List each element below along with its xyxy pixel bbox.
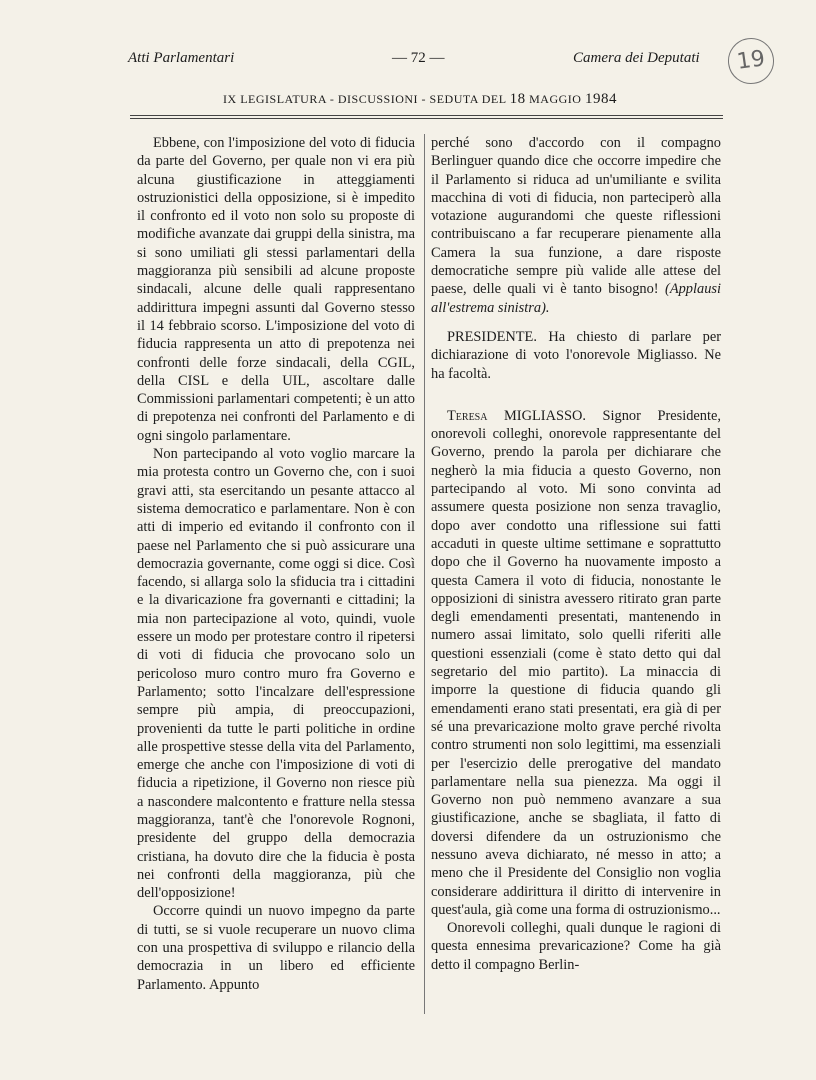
right-column bbox=[431, 134, 721, 974]
speaker-text: Signor Presidente, onorevoli colleghi, onorevole rappresentante del Governo, prendo la parola per dichiarare che negherò la mia fiducia a questo Governo, non partecipando al voto. Mi sono convinta ad assumere questa posizione non senza travaglio, dopo aver condotto una riflessione sui fatti accaduti in queste ultime settimane e soprattutto dopo che il Governo ha nuovamente imposto a questa Camera il voto di fiducia, nonostante le opposizioni di sinistra avessero ritirato gran parte degli emendamenti presentati, mantenendo in numero assai limitato, solo quelli riferiti alle questioni essenziali (come è stato detto qui dal segretario del mio partito). La minaccia di imporre la questione di fiducia quando gli emendamenti erano stati presentati, era già di per sé una prevaricazione molto grave perché rivolta contro strumenti non solo legittimi, ma essenziali per l'esercizio delle prerogative del mandato parlamentare nella sua pienezza. Ma oggi il Governo non può nemmeno avanzare a sua giustificazione, anche se sbagliata, il fatto di doversi difendere da un ostruzionismo che nessuno aveva dichiarato, né messo in atto; a meno che il Presidente del Consiglio non voglia considerare addirittura il diritto di intervenire in quest'aula, già come una forma di ostruzionismo... bbox=[431, 407, 721, 918]
session-day: 18 bbox=[509, 91, 526, 107]
header-rule-bottom bbox=[130, 118, 723, 119]
session-header-prefix: IX LEGISLATURA - DISCUSSIONI - SEDUTA DEL bbox=[223, 92, 510, 106]
president-statement: PRESIDENTE. Ha chiesto di parlare per dichiarazione di voto l'onorevole Migliasso. Ne ha facoltà. bbox=[431, 328, 721, 382]
handwritten-page-stamp: 19 bbox=[725, 35, 777, 87]
speaker-paragraph bbox=[431, 407, 721, 919]
speaker-last-name: MIGLIASSO. bbox=[487, 407, 586, 424]
session-year: 1984 bbox=[584, 91, 617, 107]
left-paragraph-3: Occorre quindi un nuovo impegno da parte di tutti, se si vuole recuperare un nuovo clima con una prospettiva di sviluppo e rilancio della democrazia in un libero ed efficiente Parlamento. Appunto bbox=[137, 903, 415, 993]
speaker-first-name: Teresa bbox=[447, 407, 488, 424]
session-header bbox=[140, 91, 700, 108]
right-paragraph-1 bbox=[431, 134, 721, 317]
header-right: Camera dei Deputati bbox=[573, 50, 700, 66]
page-number: — 72 — bbox=[392, 50, 445, 66]
header-rule-top bbox=[130, 115, 723, 116]
right-paragraph-1-text: perché sono d'accordo con il compagno Berlinguer quando dice che occorre impedire che il Parlamento si riduca ad un'umiliante e svilita macchina di voti di fiducia, non parteciperò alla votazione augurandomi che queste riflessioni contribuiscano a far recuperare pienamente alla Camera la sua funzione, a dare risposte democratiche sempre più valide alle attese del paese, delle quali vi è tanto bisogno! bbox=[431, 135, 721, 298]
applause-note: (Applausi all'estrema sinistra). bbox=[431, 281, 721, 316]
header-left: Atti Parlamentari bbox=[128, 50, 235, 66]
column-divider bbox=[424, 134, 425, 1014]
left-paragraph-2: Non partecipando al voto voglio marcare la mia protesta contro un Governo che, con i suoi gravi atti, sta esercitando un pesante attacco al sistema democratico e parlamentare. Non è con atti di imperio ed evitando il confronto con il paese nel Parlamento che si può assicurare una democrazia governante, come oggi si dice. Così facendo, si allarga solo la sfiducia tra i cittadini e la divaricazione fra governanti e cittadini; la mia non partecipazione al voto, quindi, vuole essere un modo per protestare contro il ripetersi di voti di fiducia che provocano solo un pericoloso muro contro muro fra Governo e Parlamento; sotto l'incalzare dell'espressione sempre più ampia, di preoccupazioni, provenienti da tutte le parti politiche in ordine alle prospettive stesse della vita del Parlamento, emerge che anche con l'imposizione di voti di fiducia a ripetizione, il Governo non riesce più a nascondere malcontento e fratture nella stessa maggioranza, tant'è che l'onorevole Rognoni, presidente del gruppo della democrazia cristiana, ha dovuto dire che la fiducia è posta nei confronti della maggioranza, più che dell'opposizione! bbox=[137, 446, 415, 902]
left-column bbox=[137, 134, 415, 994]
left-paragraph-1: Ebbene, con l'imposizione del voto di fiducia da parte del Governo, per quale non vi era più alcuna giustificazione in atteggiamenti ostruzionistici della opposizione, si è impedito il confronto ed il voto non solo su proposte di modifiche avanzate dai gruppi della sinistra, ma si sono umiliati gli stessi parlamentari della maggioranza più sensibili ad alcune proposte sindacali, alcune delle quali rappresentano addirittura impegni assunti dal Governo stesso il 14 febbraio scorso. L'imposizione del voto di fiducia rappresenta un atto di prepotenza nei confronti delle forze sindacali, della CGIL, della CISL e della UIL, ascoltare dalle Commissioni parlamentari competenti; è un atto di prepotenza nei confronti del Parlamento e di ogni singolo parlamentare. bbox=[137, 135, 415, 444]
right-paragraph-4: Onorevoli colleghi, quali dunque le ragioni di questa ennesima prevaricazione? Come ha già detto il compagno Berlin- bbox=[431, 920, 721, 973]
session-month: MAGGIO bbox=[525, 92, 585, 106]
